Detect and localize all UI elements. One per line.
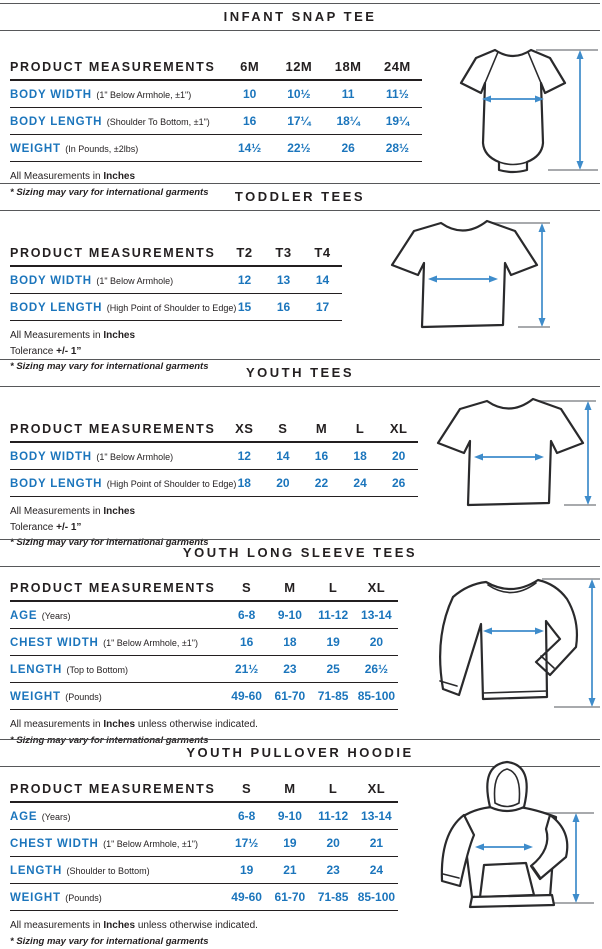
table-header-label: PRODUCT MEASUREMENTS bbox=[10, 779, 225, 802]
measurement-label: BODY WIDTH bbox=[10, 451, 92, 463]
measurement-row bbox=[10, 80, 422, 108]
measurement-value: 13-14 bbox=[355, 802, 398, 830]
footnote-text: Tolerance bbox=[10, 346, 56, 357]
footnote-text: All Measurements in bbox=[10, 171, 103, 182]
size-column-header: L bbox=[312, 779, 355, 802]
section-title: YOUTH PULLOVER HOODIE bbox=[0, 745, 600, 760]
measurement-note: (1" Below Armhole) bbox=[96, 452, 173, 462]
measurement-row bbox=[10, 629, 398, 656]
measurement-value: 28½ bbox=[373, 135, 422, 162]
footnote-text: * Sizing may vary for international garments bbox=[10, 361, 209, 372]
section-youth-long-sleeve-tees bbox=[0, 539, 600, 739]
measurement-row bbox=[10, 802, 398, 830]
measurement-value: 16 bbox=[225, 108, 274, 135]
section-youth-pullover-hoodie bbox=[0, 739, 600, 926]
measurement-value: 85-100 bbox=[355, 884, 398, 911]
measurement-note: (1" Below Armhole) bbox=[96, 276, 173, 286]
measurement-label-cell bbox=[10, 656, 225, 683]
measurement-value: 25 bbox=[312, 656, 355, 683]
measurement-label: CHEST WIDTH bbox=[10, 838, 99, 850]
section-title: YOUTH TEES bbox=[0, 365, 600, 380]
table-header-row bbox=[10, 243, 342, 266]
measurement-value: 71-85 bbox=[312, 884, 355, 911]
footnote-text: All Measurements in bbox=[10, 506, 103, 517]
measurement-value: 6-8 bbox=[225, 601, 268, 629]
size-column-header: L bbox=[312, 578, 355, 601]
size-chart-document bbox=[0, 3, 600, 926]
measurement-note: (In Pounds, ±2lbs) bbox=[65, 144, 138, 154]
size-column-header: S bbox=[225, 779, 268, 802]
measurement-value: 11½ bbox=[373, 80, 422, 108]
table-header-row bbox=[10, 779, 398, 802]
footnote-text: All Measurements in bbox=[10, 330, 103, 341]
size-column-header: M bbox=[302, 419, 341, 442]
hoodie-hem-band bbox=[470, 895, 554, 907]
footnote bbox=[10, 934, 600, 949]
section-youth-tees bbox=[0, 359, 600, 539]
toddler-tee-illustration bbox=[378, 213, 552, 337]
measurement-value: 18 bbox=[268, 629, 311, 656]
section-title: INFANT SNAP TEE bbox=[0, 9, 600, 24]
measurement-label-cell bbox=[10, 830, 225, 857]
measurement-note: (High Point of Shoulder to Edge) bbox=[107, 479, 237, 489]
measurement-value: 19 bbox=[225, 857, 268, 884]
measurement-value: 26 bbox=[324, 135, 373, 162]
footnote bbox=[10, 344, 600, 360]
measurement-label: LENGTH bbox=[10, 664, 62, 676]
measurement-value: 19 bbox=[268, 830, 311, 857]
footnote-text: Inches bbox=[103, 719, 135, 730]
measurement-label-cell bbox=[10, 601, 225, 629]
measurement-value: 12 bbox=[225, 442, 264, 470]
table-header-row bbox=[10, 57, 422, 80]
measurement-value: 18¼ bbox=[324, 108, 373, 135]
size-table bbox=[10, 57, 422, 162]
size-table bbox=[10, 779, 398, 911]
footnote-text: Inches bbox=[103, 506, 135, 517]
measurement-row bbox=[10, 266, 342, 294]
measurement-value: 16 bbox=[225, 629, 268, 656]
size-column-header: XL bbox=[355, 779, 398, 802]
measurement-value: 24 bbox=[341, 470, 380, 497]
measurement-label-cell bbox=[10, 266, 225, 294]
measurement-note: (Top to Bottom) bbox=[67, 665, 129, 675]
size-column-header: T4 bbox=[303, 243, 342, 266]
measurement-row bbox=[10, 683, 398, 710]
section-content bbox=[0, 243, 600, 375]
section-content bbox=[0, 578, 600, 748]
table-header-label: PRODUCT MEASUREMENTS bbox=[10, 243, 225, 266]
measurement-note: (Years) bbox=[42, 611, 71, 621]
section-content bbox=[0, 419, 600, 551]
table-header-row bbox=[10, 419, 418, 442]
footnote-text: unless otherwise indicated. bbox=[135, 920, 258, 931]
section-title-band bbox=[0, 539, 600, 567]
measurement-value: 18 bbox=[225, 470, 264, 497]
table-header-row bbox=[10, 578, 398, 601]
size-column-header: XS bbox=[225, 419, 264, 442]
measurement-value: 16 bbox=[302, 442, 341, 470]
footnote-text: All measurements in bbox=[10, 719, 103, 730]
measurement-value: 23 bbox=[268, 656, 311, 683]
measurement-value: 26 bbox=[379, 470, 418, 497]
measurement-label: WEIGHT bbox=[10, 143, 61, 155]
measurement-value: 24 bbox=[355, 857, 398, 884]
size-column-header: M bbox=[268, 779, 311, 802]
measurement-value: 13 bbox=[264, 266, 303, 294]
section-content bbox=[0, 779, 600, 949]
measurement-label: AGE bbox=[10, 610, 37, 622]
measurement-note: (1" Below Armhole, ±1") bbox=[103, 839, 198, 849]
measurement-value: 14 bbox=[264, 442, 303, 470]
size-column-header: S bbox=[225, 578, 268, 601]
size-column-header: 6M bbox=[225, 57, 274, 80]
measurement-value: 20 bbox=[264, 470, 303, 497]
measurement-row bbox=[10, 135, 422, 162]
footnote bbox=[10, 520, 600, 536]
measurement-value: 20 bbox=[379, 442, 418, 470]
tee-outline bbox=[438, 399, 583, 505]
measurement-value: 21 bbox=[268, 857, 311, 884]
measurement-value: 85-100 bbox=[355, 683, 398, 710]
measurement-label: BODY LENGTH bbox=[10, 478, 102, 490]
measurement-row bbox=[10, 601, 398, 629]
youth-tee-illustration bbox=[424, 391, 598, 515]
measurement-value: 20 bbox=[355, 629, 398, 656]
table-header-label: PRODUCT MEASUREMENTS bbox=[10, 419, 225, 442]
measurement-value: 16 bbox=[264, 294, 303, 321]
size-column-header: T3 bbox=[264, 243, 303, 266]
footnote-text: * Sizing may vary for international garments bbox=[10, 187, 209, 198]
measurement-value: 9-10 bbox=[268, 601, 311, 629]
measurement-label-cell bbox=[10, 108, 225, 135]
measurement-value: 19¼ bbox=[373, 108, 422, 135]
measurement-label-cell bbox=[10, 470, 225, 497]
measurement-label-cell bbox=[10, 857, 225, 884]
measurement-label: WEIGHT bbox=[10, 691, 61, 703]
measurement-value: 17½ bbox=[225, 830, 268, 857]
measurement-label: CHEST WIDTH bbox=[10, 637, 99, 649]
measurement-label: LENGTH bbox=[10, 865, 62, 877]
measurement-value: 21½ bbox=[225, 656, 268, 683]
footnotes bbox=[10, 918, 600, 949]
pullover-hoodie-illustration bbox=[428, 757, 598, 913]
footnote-text: Inches bbox=[103, 920, 135, 931]
size-table bbox=[10, 578, 398, 710]
measurement-value: 10½ bbox=[274, 80, 323, 108]
measurement-value: 15 bbox=[225, 294, 264, 321]
measurement-value: 13-14 bbox=[355, 601, 398, 629]
hoodie-pocket bbox=[480, 863, 534, 897]
footnote-text: Tolerance bbox=[10, 522, 56, 533]
footnote-text: * Sizing may vary for international garments bbox=[10, 936, 209, 947]
measurement-note: (1" Below Armhole, ±1") bbox=[96, 90, 191, 100]
measurement-value: 20 bbox=[312, 830, 355, 857]
measurement-row bbox=[10, 656, 398, 683]
size-column-header: L bbox=[341, 419, 380, 442]
measurement-value: 71-85 bbox=[312, 683, 355, 710]
measurement-value: 11-12 bbox=[312, 802, 355, 830]
footnote bbox=[10, 918, 600, 934]
measurement-label-cell bbox=[10, 80, 225, 108]
measurement-row bbox=[10, 442, 418, 470]
footnote-text: * Sizing may vary for international garments bbox=[10, 735, 209, 746]
size-column-header: 12M bbox=[274, 57, 323, 80]
measurement-row bbox=[10, 294, 342, 321]
footnote-text: +/- 1” bbox=[56, 522, 81, 533]
section-title: TODDLER TEES bbox=[0, 189, 600, 204]
measurement-note: (Years) bbox=[42, 812, 71, 822]
section-title-band bbox=[0, 183, 600, 211]
measurement-note: (Pounds) bbox=[65, 692, 102, 702]
section-title-band bbox=[0, 359, 600, 387]
footnote bbox=[10, 717, 600, 733]
measurement-value: 21 bbox=[355, 830, 398, 857]
measurement-label-cell bbox=[10, 442, 225, 470]
measurement-label: AGE bbox=[10, 811, 37, 823]
measurement-note: (Shoulder To Bottom, ±1") bbox=[107, 117, 210, 127]
section-title-band bbox=[0, 3, 600, 31]
measurement-value: 14½ bbox=[225, 135, 274, 162]
size-column-header: 18M bbox=[324, 57, 373, 80]
measurement-value: 9-10 bbox=[268, 802, 311, 830]
measurement-row bbox=[10, 857, 398, 884]
measurement-value: 12 bbox=[225, 266, 264, 294]
measurement-note: (1" Below Armhole, ±1") bbox=[103, 638, 198, 648]
size-column-header: T2 bbox=[225, 243, 264, 266]
section-toddler-tees bbox=[0, 183, 600, 359]
measurement-value: 61-70 bbox=[268, 884, 311, 911]
measurement-value: 22½ bbox=[274, 135, 323, 162]
measurement-value: 11-12 bbox=[312, 601, 355, 629]
footnote-text: Inches bbox=[103, 171, 135, 182]
size-table bbox=[10, 419, 418, 497]
measurement-value: 49-60 bbox=[225, 683, 268, 710]
measurement-row bbox=[10, 108, 422, 135]
measurement-value: 14 bbox=[303, 266, 342, 294]
size-column-header: 24M bbox=[373, 57, 422, 80]
measurement-value: 18 bbox=[341, 442, 380, 470]
measurement-value: 17¼ bbox=[274, 108, 323, 135]
measurement-label-cell bbox=[10, 629, 225, 656]
measurement-label: BODY LENGTH bbox=[10, 302, 102, 314]
tee-outline bbox=[392, 221, 537, 327]
footnote-text: unless otherwise indicated. bbox=[135, 719, 258, 730]
measurement-value: 10 bbox=[225, 80, 274, 108]
measurement-value: 23 bbox=[312, 857, 355, 884]
onesie-outline bbox=[461, 50, 565, 172]
measurement-label-cell bbox=[10, 294, 225, 321]
measurement-row bbox=[10, 830, 398, 857]
measurement-row bbox=[10, 884, 398, 911]
footnote-text: +/- 1” bbox=[56, 346, 81, 357]
measurement-value: 61-70 bbox=[268, 683, 311, 710]
measurement-label-cell bbox=[10, 884, 225, 911]
size-column-header: M bbox=[268, 578, 311, 601]
measurement-value: 11 bbox=[324, 80, 373, 108]
size-table bbox=[10, 243, 342, 321]
table-header-label: PRODUCT MEASUREMENTS bbox=[10, 57, 225, 80]
measurement-label: BODY LENGTH bbox=[10, 116, 102, 128]
section-infant-snap-tee bbox=[0, 3, 600, 183]
section-title: YOUTH LONG SLEEVE TEES bbox=[0, 545, 600, 560]
measurement-note: (Pounds) bbox=[65, 893, 102, 903]
section-content bbox=[0, 57, 600, 200]
measurement-value: 49-60 bbox=[225, 884, 268, 911]
footnote-text: Inches bbox=[103, 330, 135, 341]
measurement-label: BODY WIDTH bbox=[10, 89, 92, 101]
measurement-row bbox=[10, 470, 418, 497]
measurement-label-cell bbox=[10, 135, 225, 162]
measurement-value: 17 bbox=[303, 294, 342, 321]
measurement-label: BODY WIDTH bbox=[10, 275, 92, 287]
measurement-value: 6-8 bbox=[225, 802, 268, 830]
size-column-header: S bbox=[264, 419, 303, 442]
footnote-text: * Sizing may vary for international garments bbox=[10, 537, 209, 548]
measurement-note: (Shoulder to Bottom) bbox=[67, 866, 150, 876]
measurement-label-cell bbox=[10, 683, 225, 710]
size-column-header: XL bbox=[379, 419, 418, 442]
measurement-value: 26½ bbox=[355, 656, 398, 683]
measurement-value: 22 bbox=[302, 470, 341, 497]
footnote-text: All measurements in bbox=[10, 920, 103, 931]
long-sleeve-tee-illustration bbox=[426, 569, 602, 717]
table-header-label: PRODUCT MEASUREMENTS bbox=[10, 578, 225, 601]
long-sleeve-outline bbox=[440, 580, 577, 699]
size-column-header: XL bbox=[355, 578, 398, 601]
measurement-note: (High Point of Shoulder to Edge) bbox=[107, 303, 237, 313]
measurement-label-cell bbox=[10, 802, 225, 830]
measurement-label: WEIGHT bbox=[10, 892, 61, 904]
infant-snap-tee-illustration bbox=[438, 37, 600, 179]
measurement-value: 19 bbox=[312, 629, 355, 656]
